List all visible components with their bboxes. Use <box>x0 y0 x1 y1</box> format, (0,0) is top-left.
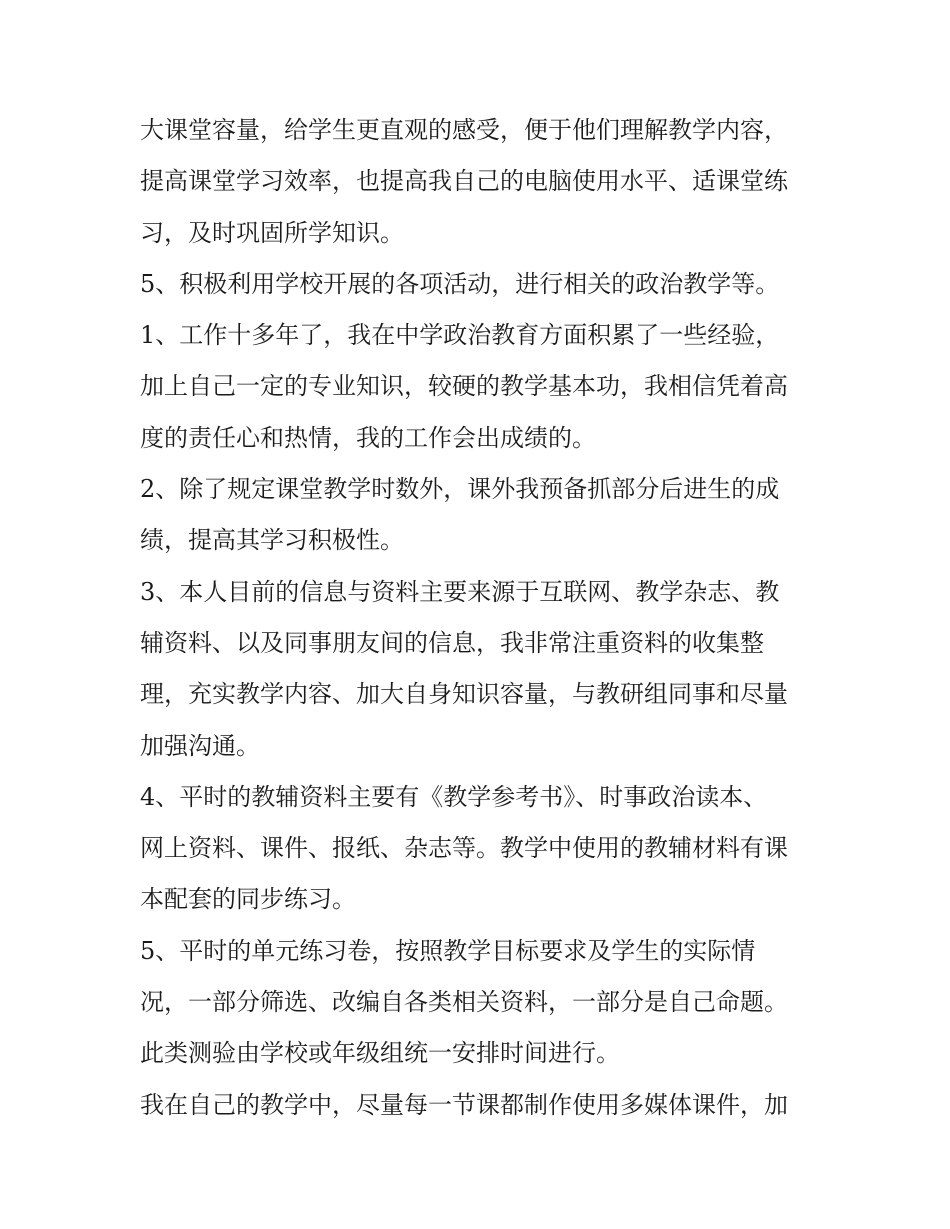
text-line-3: 习，及时巩固所学知识。 <box>140 218 404 247</box>
text-line-20: 我在自己的教学中，尽量每一节课都制作使用多媒体课件，加 <box>140 1090 788 1119</box>
text-line-7: 度的责任心和热情，我的工作会出成绩的。 <box>140 423 596 452</box>
text-line-11: 辅资料、以及同事朋友间的信息，我非常注重资料的收集整 <box>140 628 764 657</box>
text-line-6: 加上自己一定的专业知识，较硬的教学基本功，我相信凭着高 <box>140 372 788 401</box>
text-line-17: 5、平时的单元练习卷，按照教学目标要求及学生的实际情 <box>140 936 756 965</box>
text-line-10: 3、本人目前的信息与资料主要来源于互联网、教学杂志、教 <box>140 577 780 606</box>
text-line-19: 此类测验由学校或年级组统一安排时间进行。 <box>140 1039 620 1068</box>
text-line-12: 理，充实教学内容、加大自身知识容量，与教研组同事和尽量 <box>140 680 788 709</box>
text-line-8: 2、除了规定课堂教学时数外，课外我预备抓部分后进生的成 <box>140 475 780 504</box>
text-line-1: 大课堂容量，给学生更直观的感受，便于他们理解教学内容， <box>140 116 788 144</box>
text-line-2: 提高课堂学习效率，也提高我自己的电脑使用水平、适课堂练 <box>140 167 788 196</box>
text-line-18: 况，一部分筛选、改编自各类相关资料，一部分是自己命题。 <box>140 988 788 1017</box>
text-line-14: 4、平时的教辅资料主要有《教学参考书》、时事政治读本、 <box>140 782 768 811</box>
text-line-16: 本配套的同步练习。 <box>140 885 356 914</box>
text-line-15: 网上资料、课件、报纸、杂志等。教学中使用的教辅材料有课 <box>140 834 788 863</box>
text-line-9: 绩，提高其学习积极性。 <box>140 526 404 555</box>
text-line-5: 1、工作十多年了，我在中学政治教育方面积累了一些经验， <box>140 321 780 350</box>
text-line-4: 5、积极利用学校开展的各项活动，进行相关的政治教学等。 <box>140 269 780 298</box>
body-text <box>140 105 820 1131</box>
text-line-13: 加强沟通。 <box>140 731 260 760</box>
